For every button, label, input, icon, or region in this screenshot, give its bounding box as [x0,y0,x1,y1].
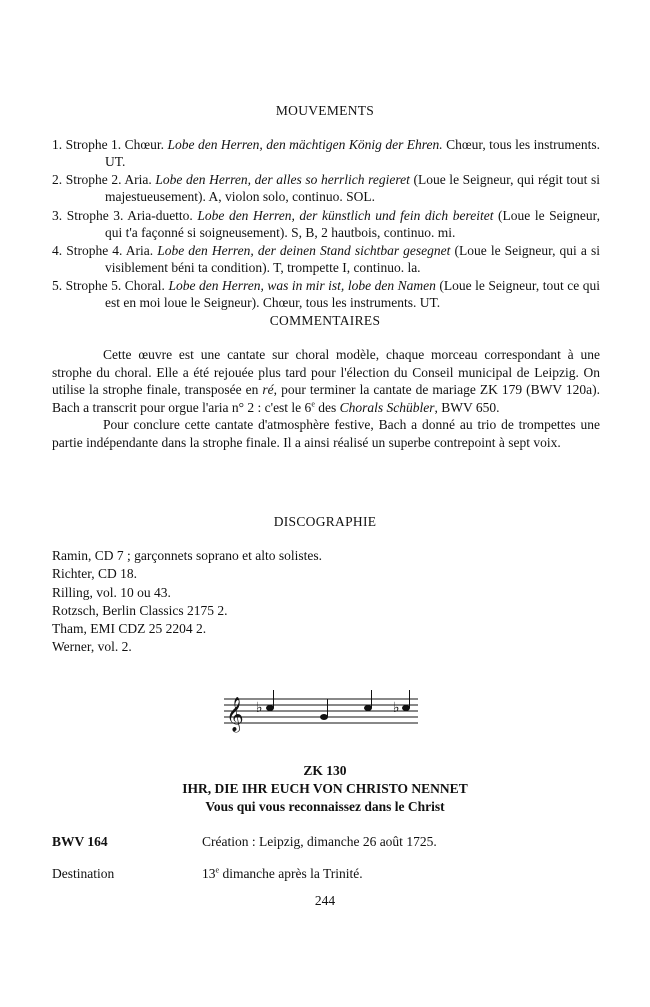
movement-item: 3. Strophe 3. Aria-duetto. Lobe den Herren, der künstlich und fein dich bereitet (Loue le Seigneur, qui t'a façonné si soigneusement). S, B, 2 hautbois, continuo. mi. [52,207,600,240]
destination-label: Destination [52,866,115,881]
movement-item: 4. Strophe 4. Aria. Lobe den Herren, der deinen Stand sichtbar gesegnet (Loue le Seigneur, qui a si visiblement béni ta condition). T, trompette I, continuo. la. [52,242,600,275]
work-title: IHR, DIE IHR EUCH VON CHRISTO NENNET [182,781,468,796]
destination-text: 13e dimanche après la Trinité. [202,865,363,881]
heading-commentaires: COMMENTAIRES [269,313,381,328]
page-number: 244 [314,893,336,908]
commentary-paragraph-2: Pour conclure cette cantate d'atmosphère festive, Bach a donné au trio de trompettes une partie indépendante dans la strophe finale. Il a ainsi réalisé un superbe contrepoint à sept voix. [52,417,600,450]
movement-item: 5. Strophe 5. Choral. Lobe den Herren, was in mir ist, lobe den Namen (Loue le Seigneur, tout ce qui est en moi loue le Seigneur). Chœur, tous les instruments. UT. [52,278,600,311]
creation-text: Création : Leipzig, dimanche 26 août 1725. [202,834,437,849]
discography-list [52,547,600,657]
discography-item: Tham, EMI CDZ 25 2204 2. [52,621,207,637]
bwv-row [52,834,437,850]
flat-icon: ♭ [393,700,400,716]
movement-item: 2. Strophe 2. Aria. Lobe den Herren, der alles so herrlich regieret (Loue le Seigneur, qui régit tout si majestueusement). A, violon solo, continuo. SOL. [52,172,600,205]
bwv-label: BWV 164 [52,834,108,849]
work-subtitle: Vous qui vous reconnaissez dans le Christ [205,799,445,814]
discography-item: Richter, CD 18. [52,566,137,582]
discography-item: Rilling, vol. 10 ou 43. [52,584,171,600]
note-head [402,705,410,711]
note-head [364,705,372,711]
movement-item: 1. Strophe 1. Chœur. Lobe den Herren, den mächtigen König der Ehren. Chœur, tous les instruments. UT. [52,137,600,169]
flat-icon: ♭ [256,700,263,716]
music-staff-incipit [222,685,422,735]
discography-item: Werner, vol. 2. [52,639,132,655]
heading-mouvements: MOUVEMENTS [275,103,375,118]
movements-list [52,136,600,312]
destination-row [52,866,363,882]
treble-clef-icon: 𝄞 [226,697,244,732]
commentary-paragraph-1: Cette œuvre est une cantate sur choral modèle, chaque morceau correspondant à une strophe du choral. Elle a été rejouée plus tard pour l'élection du Conseil municipal de Leipzig. On utilise la strophe finale, transposée en ré, pour terminer la cantate de mariage ZK 179 (BWV 120a). Bach a transcrit pour orgue l'aria n° 2 : c'est le 6e des Chorals Schübler, BWV 650. [52,347,600,415]
commentary [52,346,600,451]
heading-discographie: DISCOGRAPHIE [273,514,377,529]
discography-item: Ramin, CD 7 ; garçonnets soprano et alto solistes. [52,548,322,563]
note-head [266,705,274,711]
discography-item: Rotzsch, Berlin Classics 2175 2. [52,602,228,618]
work-number: ZK 130 [303,763,347,778]
note-head [320,714,328,720]
